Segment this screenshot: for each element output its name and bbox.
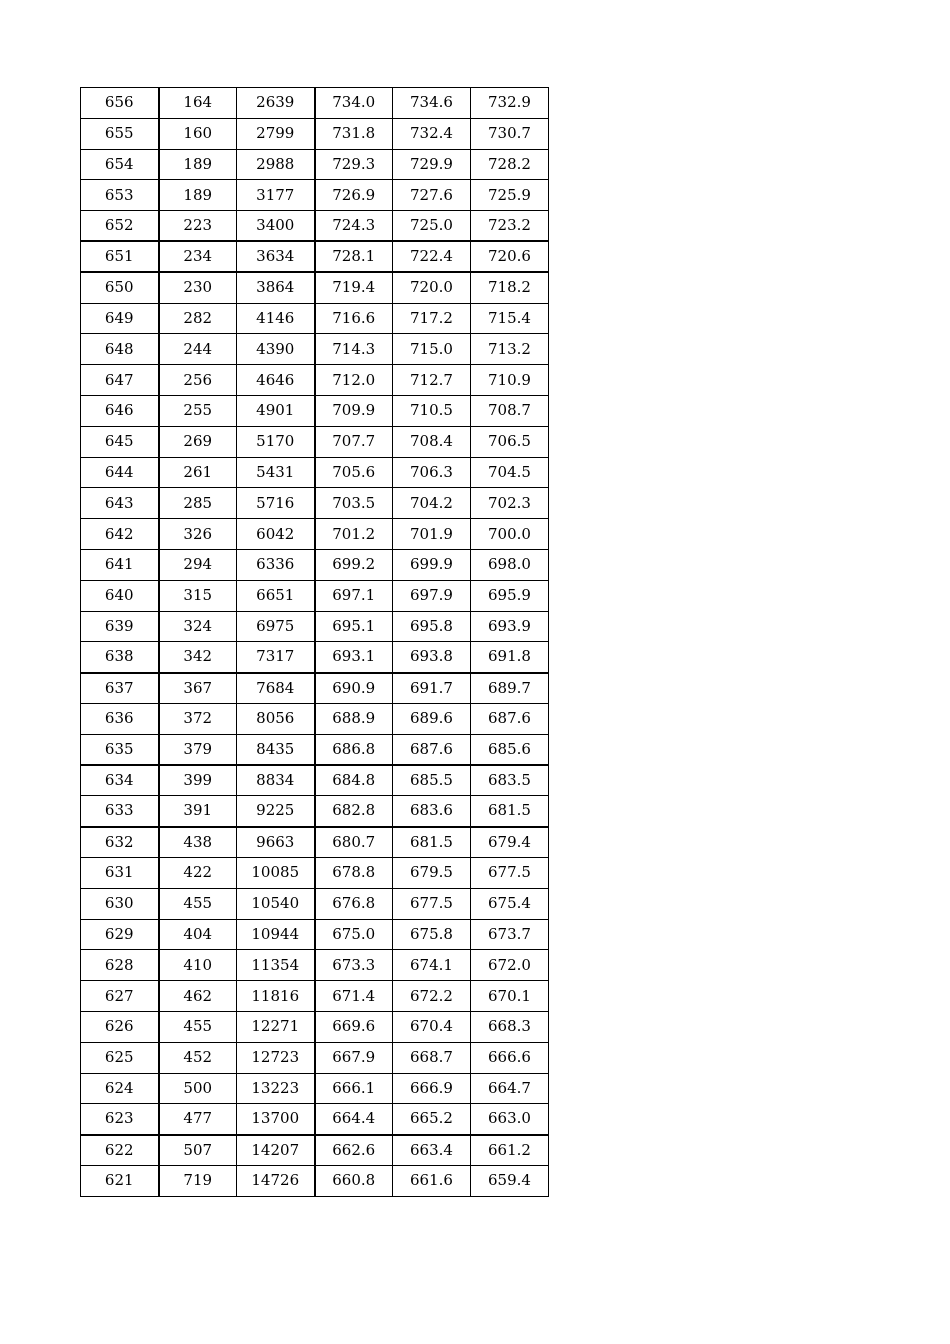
table-cell-count: 189 bbox=[159, 149, 237, 180]
table-cell-value-a: 712.0 bbox=[315, 365, 393, 396]
table-cell-value-a: 688.9 bbox=[315, 703, 393, 734]
table-cell-value-b: 701.9 bbox=[393, 519, 471, 550]
table-cell-value-c: 664.7 bbox=[471, 1073, 549, 1104]
table-cell-cumulative: 8056 bbox=[237, 703, 315, 734]
table-cell-value-a: 671.4 bbox=[315, 981, 393, 1012]
table-cell-count: 315 bbox=[159, 580, 237, 611]
table-cell-count: 160 bbox=[159, 118, 237, 149]
table-cell-count: 255 bbox=[159, 395, 237, 426]
table-cell-score: 645 bbox=[81, 426, 159, 457]
table-row bbox=[81, 457, 549, 488]
table-cell-score: 651 bbox=[81, 241, 159, 272]
table-cell-value-c: 732.9 bbox=[471, 88, 549, 119]
table-row bbox=[81, 734, 549, 765]
table-cell-value-a: 695.1 bbox=[315, 611, 393, 642]
table-cell-value-a: 699.2 bbox=[315, 549, 393, 580]
table-cell-cumulative: 10085 bbox=[237, 857, 315, 888]
table-cell-value-c: 681.5 bbox=[471, 796, 549, 827]
table-cell-score: 641 bbox=[81, 549, 159, 580]
table-cell-value-b: 687.6 bbox=[393, 734, 471, 765]
table-cell-score: 625 bbox=[81, 1042, 159, 1073]
table-cell-value-a: 714.3 bbox=[315, 334, 393, 365]
table-cell-value-a: 703.5 bbox=[315, 488, 393, 519]
score-table bbox=[80, 87, 549, 1197]
table-cell-value-c: 668.3 bbox=[471, 1011, 549, 1042]
table-cell-cumulative: 4901 bbox=[237, 395, 315, 426]
table-cell-value-b: 661.6 bbox=[393, 1165, 471, 1196]
table-cell-cumulative: 9663 bbox=[237, 827, 315, 858]
table-row bbox=[81, 1073, 549, 1104]
table-cell-cumulative: 11816 bbox=[237, 981, 315, 1012]
table-row bbox=[81, 1135, 549, 1166]
table-cell-cumulative: 2988 bbox=[237, 149, 315, 180]
table-cell-value-c: 708.7 bbox=[471, 395, 549, 426]
table-cell-value-c: 718.2 bbox=[471, 272, 549, 303]
table-cell-value-b: 691.7 bbox=[393, 673, 471, 704]
table-cell-count: 455 bbox=[159, 888, 237, 919]
table-row bbox=[81, 519, 549, 550]
table-cell-value-a: 716.6 bbox=[315, 303, 393, 334]
table-row bbox=[81, 642, 549, 673]
table-cell-cumulative: 14207 bbox=[237, 1135, 315, 1166]
table-cell-value-b: 670.4 bbox=[393, 1011, 471, 1042]
table-cell-score: 635 bbox=[81, 734, 159, 765]
table-cell-value-b: 681.5 bbox=[393, 827, 471, 858]
table-cell-score: 621 bbox=[81, 1165, 159, 1196]
table-cell-value-c: 713.2 bbox=[471, 334, 549, 365]
table-cell-cumulative: 3177 bbox=[237, 180, 315, 211]
table-cell-value-b: 720.0 bbox=[393, 272, 471, 303]
table-row bbox=[81, 673, 549, 704]
table-cell-value-b: 717.2 bbox=[393, 303, 471, 334]
table-cell-cumulative: 10540 bbox=[237, 888, 315, 919]
table-cell-score: 636 bbox=[81, 703, 159, 734]
table-cell-value-c: 670.1 bbox=[471, 981, 549, 1012]
table-cell-value-c: 683.5 bbox=[471, 765, 549, 796]
table-cell-value-a: 686.8 bbox=[315, 734, 393, 765]
table-cell-value-c: 725.9 bbox=[471, 180, 549, 211]
table-cell-count: 462 bbox=[159, 981, 237, 1012]
table-cell-count: 452 bbox=[159, 1042, 237, 1073]
table-cell-value-a: 676.8 bbox=[315, 888, 393, 919]
table-cell-value-a: 678.8 bbox=[315, 857, 393, 888]
table-cell-value-a: 682.8 bbox=[315, 796, 393, 827]
table-row bbox=[81, 488, 549, 519]
table-cell-score: 647 bbox=[81, 365, 159, 396]
table-cell-value-b: 704.2 bbox=[393, 488, 471, 519]
table-cell-value-b: 729.9 bbox=[393, 149, 471, 180]
table-cell-value-c: 677.5 bbox=[471, 857, 549, 888]
table-row bbox=[81, 827, 549, 858]
table-row bbox=[81, 888, 549, 919]
table-cell-value-b: 665.2 bbox=[393, 1104, 471, 1135]
table-cell-score: 631 bbox=[81, 857, 159, 888]
table-cell-count: 410 bbox=[159, 950, 237, 981]
table-cell-cumulative: 4390 bbox=[237, 334, 315, 365]
table-row bbox=[81, 426, 549, 457]
table-cell-value-b: 715.0 bbox=[393, 334, 471, 365]
table-cell-value-a: 690.9 bbox=[315, 673, 393, 704]
table-cell-count: 438 bbox=[159, 827, 237, 858]
table-row bbox=[81, 241, 549, 272]
table-cell-value-b: 677.5 bbox=[393, 888, 471, 919]
table-cell-value-a: 719.4 bbox=[315, 272, 393, 303]
table-cell-value-a: 724.3 bbox=[315, 211, 393, 242]
table-cell-count: 230 bbox=[159, 272, 237, 303]
table-cell-score: 622 bbox=[81, 1135, 159, 1166]
table-cell-count: 256 bbox=[159, 365, 237, 396]
table-cell-score: 643 bbox=[81, 488, 159, 519]
table-cell-score: 634 bbox=[81, 765, 159, 796]
table-cell-cumulative: 7684 bbox=[237, 673, 315, 704]
table-row bbox=[81, 857, 549, 888]
table-cell-count: 223 bbox=[159, 211, 237, 242]
table-cell-count: 422 bbox=[159, 857, 237, 888]
table-row bbox=[81, 211, 549, 242]
table-cell-value-b: 708.4 bbox=[393, 426, 471, 457]
table-row bbox=[81, 180, 549, 211]
table-cell-value-c: 675.4 bbox=[471, 888, 549, 919]
table-cell-value-c: 659.4 bbox=[471, 1165, 549, 1196]
table-cell-count: 282 bbox=[159, 303, 237, 334]
table-cell-value-a: 669.6 bbox=[315, 1011, 393, 1042]
table-cell-value-b: 674.1 bbox=[393, 950, 471, 981]
table-row bbox=[81, 395, 549, 426]
table-cell-count: 261 bbox=[159, 457, 237, 488]
table-cell-cumulative: 4646 bbox=[237, 365, 315, 396]
table-cell-value-b: 668.7 bbox=[393, 1042, 471, 1073]
table-row bbox=[81, 1165, 549, 1196]
table-cell-value-b: 685.5 bbox=[393, 765, 471, 796]
table-row bbox=[81, 549, 549, 580]
table-cell-cumulative: 12271 bbox=[237, 1011, 315, 1042]
table-cell-cumulative: 13223 bbox=[237, 1073, 315, 1104]
table-cell-value-c: 666.6 bbox=[471, 1042, 549, 1073]
table-cell-value-b: 679.5 bbox=[393, 857, 471, 888]
table-cell-count: 372 bbox=[159, 703, 237, 734]
table-cell-cumulative: 2639 bbox=[237, 88, 315, 119]
table-cell-value-c: 687.6 bbox=[471, 703, 549, 734]
table-cell-value-b: 699.9 bbox=[393, 549, 471, 580]
table-cell-count: 719 bbox=[159, 1165, 237, 1196]
table-cell-value-c: 723.2 bbox=[471, 211, 549, 242]
table-cell-cumulative: 5170 bbox=[237, 426, 315, 457]
table-cell-count: 189 bbox=[159, 180, 237, 211]
table-row bbox=[81, 796, 549, 827]
table-cell-count: 285 bbox=[159, 488, 237, 519]
table-cell-score: 639 bbox=[81, 611, 159, 642]
table-cell-cumulative: 13700 bbox=[237, 1104, 315, 1135]
table-cell-count: 507 bbox=[159, 1135, 237, 1166]
score-table-body bbox=[81, 88, 549, 1197]
table-cell-value-a: 728.1 bbox=[315, 241, 393, 272]
table-cell-value-c: 720.6 bbox=[471, 241, 549, 272]
table-cell-score: 637 bbox=[81, 673, 159, 704]
table-cell-count: 324 bbox=[159, 611, 237, 642]
table-cell-score: 633 bbox=[81, 796, 159, 827]
table-cell-cumulative: 4146 bbox=[237, 303, 315, 334]
table-cell-cumulative: 6336 bbox=[237, 549, 315, 580]
table-cell-value-c: 679.4 bbox=[471, 827, 549, 858]
table-cell-score: 656 bbox=[81, 88, 159, 119]
table-cell-value-c: 672.0 bbox=[471, 950, 549, 981]
table-row bbox=[81, 334, 549, 365]
table-cell-value-b: 689.6 bbox=[393, 703, 471, 734]
table-row bbox=[81, 919, 549, 950]
table-row bbox=[81, 1042, 549, 1073]
table-cell-score: 650 bbox=[81, 272, 159, 303]
table-cell-value-b: 695.8 bbox=[393, 611, 471, 642]
table-cell-value-c: 702.3 bbox=[471, 488, 549, 519]
table-cell-count: 326 bbox=[159, 519, 237, 550]
table-cell-value-c: 728.2 bbox=[471, 149, 549, 180]
table-cell-count: 269 bbox=[159, 426, 237, 457]
table-cell-score: 646 bbox=[81, 395, 159, 426]
table-cell-cumulative: 3864 bbox=[237, 272, 315, 303]
table-cell-value-b: 710.5 bbox=[393, 395, 471, 426]
table-cell-value-a: 731.8 bbox=[315, 118, 393, 149]
table-cell-score: 627 bbox=[81, 981, 159, 1012]
table-cell-cumulative: 7317 bbox=[237, 642, 315, 673]
table-cell-cumulative: 5431 bbox=[237, 457, 315, 488]
table-cell-cumulative: 9225 bbox=[237, 796, 315, 827]
table-cell-score: 632 bbox=[81, 827, 159, 858]
table-cell-count: 404 bbox=[159, 919, 237, 950]
table-cell-count: 367 bbox=[159, 673, 237, 704]
table-cell-score: 644 bbox=[81, 457, 159, 488]
table-cell-value-a: 667.9 bbox=[315, 1042, 393, 1073]
table-row bbox=[81, 365, 549, 396]
table-cell-value-b: 727.6 bbox=[393, 180, 471, 211]
table-cell-value-b: 666.9 bbox=[393, 1073, 471, 1104]
table-cell-value-c: 730.7 bbox=[471, 118, 549, 149]
table-cell-value-b: 706.3 bbox=[393, 457, 471, 488]
table-cell-value-a: 664.4 bbox=[315, 1104, 393, 1135]
table-cell-cumulative: 10944 bbox=[237, 919, 315, 950]
table-cell-value-a: 675.0 bbox=[315, 919, 393, 950]
table-row bbox=[81, 950, 549, 981]
table-row bbox=[81, 580, 549, 611]
table-row bbox=[81, 1011, 549, 1042]
table-cell-value-a: 734.0 bbox=[315, 88, 393, 119]
table-cell-score: 626 bbox=[81, 1011, 159, 1042]
table-row bbox=[81, 272, 549, 303]
table-cell-value-a: 709.9 bbox=[315, 395, 393, 426]
table-cell-count: 455 bbox=[159, 1011, 237, 1042]
table-cell-value-b: 697.9 bbox=[393, 580, 471, 611]
table-cell-value-a: 705.6 bbox=[315, 457, 393, 488]
table-cell-value-c: 663.0 bbox=[471, 1104, 549, 1135]
table-cell-value-c: 698.0 bbox=[471, 549, 549, 580]
table-cell-value-c: 715.4 bbox=[471, 303, 549, 334]
table-cell-value-c: 693.9 bbox=[471, 611, 549, 642]
table-cell-value-a: 707.7 bbox=[315, 426, 393, 457]
table-cell-count: 164 bbox=[159, 88, 237, 119]
table-cell-cumulative: 2799 bbox=[237, 118, 315, 149]
table-row bbox=[81, 765, 549, 796]
table-cell-value-a: 684.8 bbox=[315, 765, 393, 796]
table-cell-count: 342 bbox=[159, 642, 237, 673]
table-cell-cumulative: 3400 bbox=[237, 211, 315, 242]
table-cell-value-c: 691.8 bbox=[471, 642, 549, 673]
table-cell-value-c: 661.2 bbox=[471, 1135, 549, 1166]
table-cell-score: 638 bbox=[81, 642, 159, 673]
table-cell-score: 652 bbox=[81, 211, 159, 242]
table-cell-cumulative: 3634 bbox=[237, 241, 315, 272]
table-cell-value-c: 706.5 bbox=[471, 426, 549, 457]
table-cell-count: 234 bbox=[159, 241, 237, 272]
table-cell-score: 655 bbox=[81, 118, 159, 149]
table-cell-score: 630 bbox=[81, 888, 159, 919]
table-cell-value-a: 729.3 bbox=[315, 149, 393, 180]
table-cell-score: 623 bbox=[81, 1104, 159, 1135]
table-cell-value-a: 673.3 bbox=[315, 950, 393, 981]
table-cell-score: 642 bbox=[81, 519, 159, 550]
table-cell-value-c: 695.9 bbox=[471, 580, 549, 611]
table-cell-cumulative: 6042 bbox=[237, 519, 315, 550]
table-cell-count: 399 bbox=[159, 765, 237, 796]
table-cell-cumulative: 6651 bbox=[237, 580, 315, 611]
table-cell-value-b: 693.8 bbox=[393, 642, 471, 673]
table-row bbox=[81, 981, 549, 1012]
table-cell-count: 391 bbox=[159, 796, 237, 827]
table-cell-score: 629 bbox=[81, 919, 159, 950]
table-cell-score: 648 bbox=[81, 334, 159, 365]
table-cell-value-c: 700.0 bbox=[471, 519, 549, 550]
table-cell-value-b: 663.4 bbox=[393, 1135, 471, 1166]
table-cell-value-a: 680.7 bbox=[315, 827, 393, 858]
table-cell-value-b: 672.2 bbox=[393, 981, 471, 1012]
table-row bbox=[81, 88, 549, 119]
table-cell-score: 640 bbox=[81, 580, 159, 611]
table-cell-value-b: 732.4 bbox=[393, 118, 471, 149]
table-cell-cumulative: 11354 bbox=[237, 950, 315, 981]
table-cell-value-b: 734.6 bbox=[393, 88, 471, 119]
table-cell-score: 649 bbox=[81, 303, 159, 334]
table-cell-value-a: 726.9 bbox=[315, 180, 393, 211]
table-cell-cumulative: 14726 bbox=[237, 1165, 315, 1196]
table-cell-value-a: 660.8 bbox=[315, 1165, 393, 1196]
table-row bbox=[81, 118, 549, 149]
table-cell-cumulative: 12723 bbox=[237, 1042, 315, 1073]
table-cell-value-c: 689.7 bbox=[471, 673, 549, 704]
table-cell-value-a: 662.6 bbox=[315, 1135, 393, 1166]
table-cell-value-b: 712.7 bbox=[393, 365, 471, 396]
table-cell-cumulative: 6975 bbox=[237, 611, 315, 642]
table-cell-score: 628 bbox=[81, 950, 159, 981]
table-cell-value-b: 683.6 bbox=[393, 796, 471, 827]
table-cell-score: 653 bbox=[81, 180, 159, 211]
table-row bbox=[81, 1104, 549, 1135]
table-cell-score: 654 bbox=[81, 149, 159, 180]
table-cell-value-a: 693.1 bbox=[315, 642, 393, 673]
table-cell-cumulative: 8435 bbox=[237, 734, 315, 765]
table-row bbox=[81, 703, 549, 734]
table-cell-count: 294 bbox=[159, 549, 237, 580]
table-cell-count: 500 bbox=[159, 1073, 237, 1104]
table-cell-value-c: 704.5 bbox=[471, 457, 549, 488]
table-cell-value-c: 710.9 bbox=[471, 365, 549, 396]
table-row bbox=[81, 611, 549, 642]
table-cell-cumulative: 5716 bbox=[237, 488, 315, 519]
table-cell-value-b: 675.8 bbox=[393, 919, 471, 950]
table-row bbox=[81, 149, 549, 180]
table-cell-cumulative: 8834 bbox=[237, 765, 315, 796]
table-cell-count: 477 bbox=[159, 1104, 237, 1135]
table-cell-value-a: 666.1 bbox=[315, 1073, 393, 1104]
table-row bbox=[81, 303, 549, 334]
table-cell-count: 244 bbox=[159, 334, 237, 365]
table-cell-count: 379 bbox=[159, 734, 237, 765]
table-cell-score: 624 bbox=[81, 1073, 159, 1104]
table-cell-value-c: 673.7 bbox=[471, 919, 549, 950]
table-cell-value-c: 685.6 bbox=[471, 734, 549, 765]
table-cell-value-a: 697.1 bbox=[315, 580, 393, 611]
table-cell-value-a: 701.2 bbox=[315, 519, 393, 550]
table-cell-value-b: 722.4 bbox=[393, 241, 471, 272]
table-cell-value-b: 725.0 bbox=[393, 211, 471, 242]
